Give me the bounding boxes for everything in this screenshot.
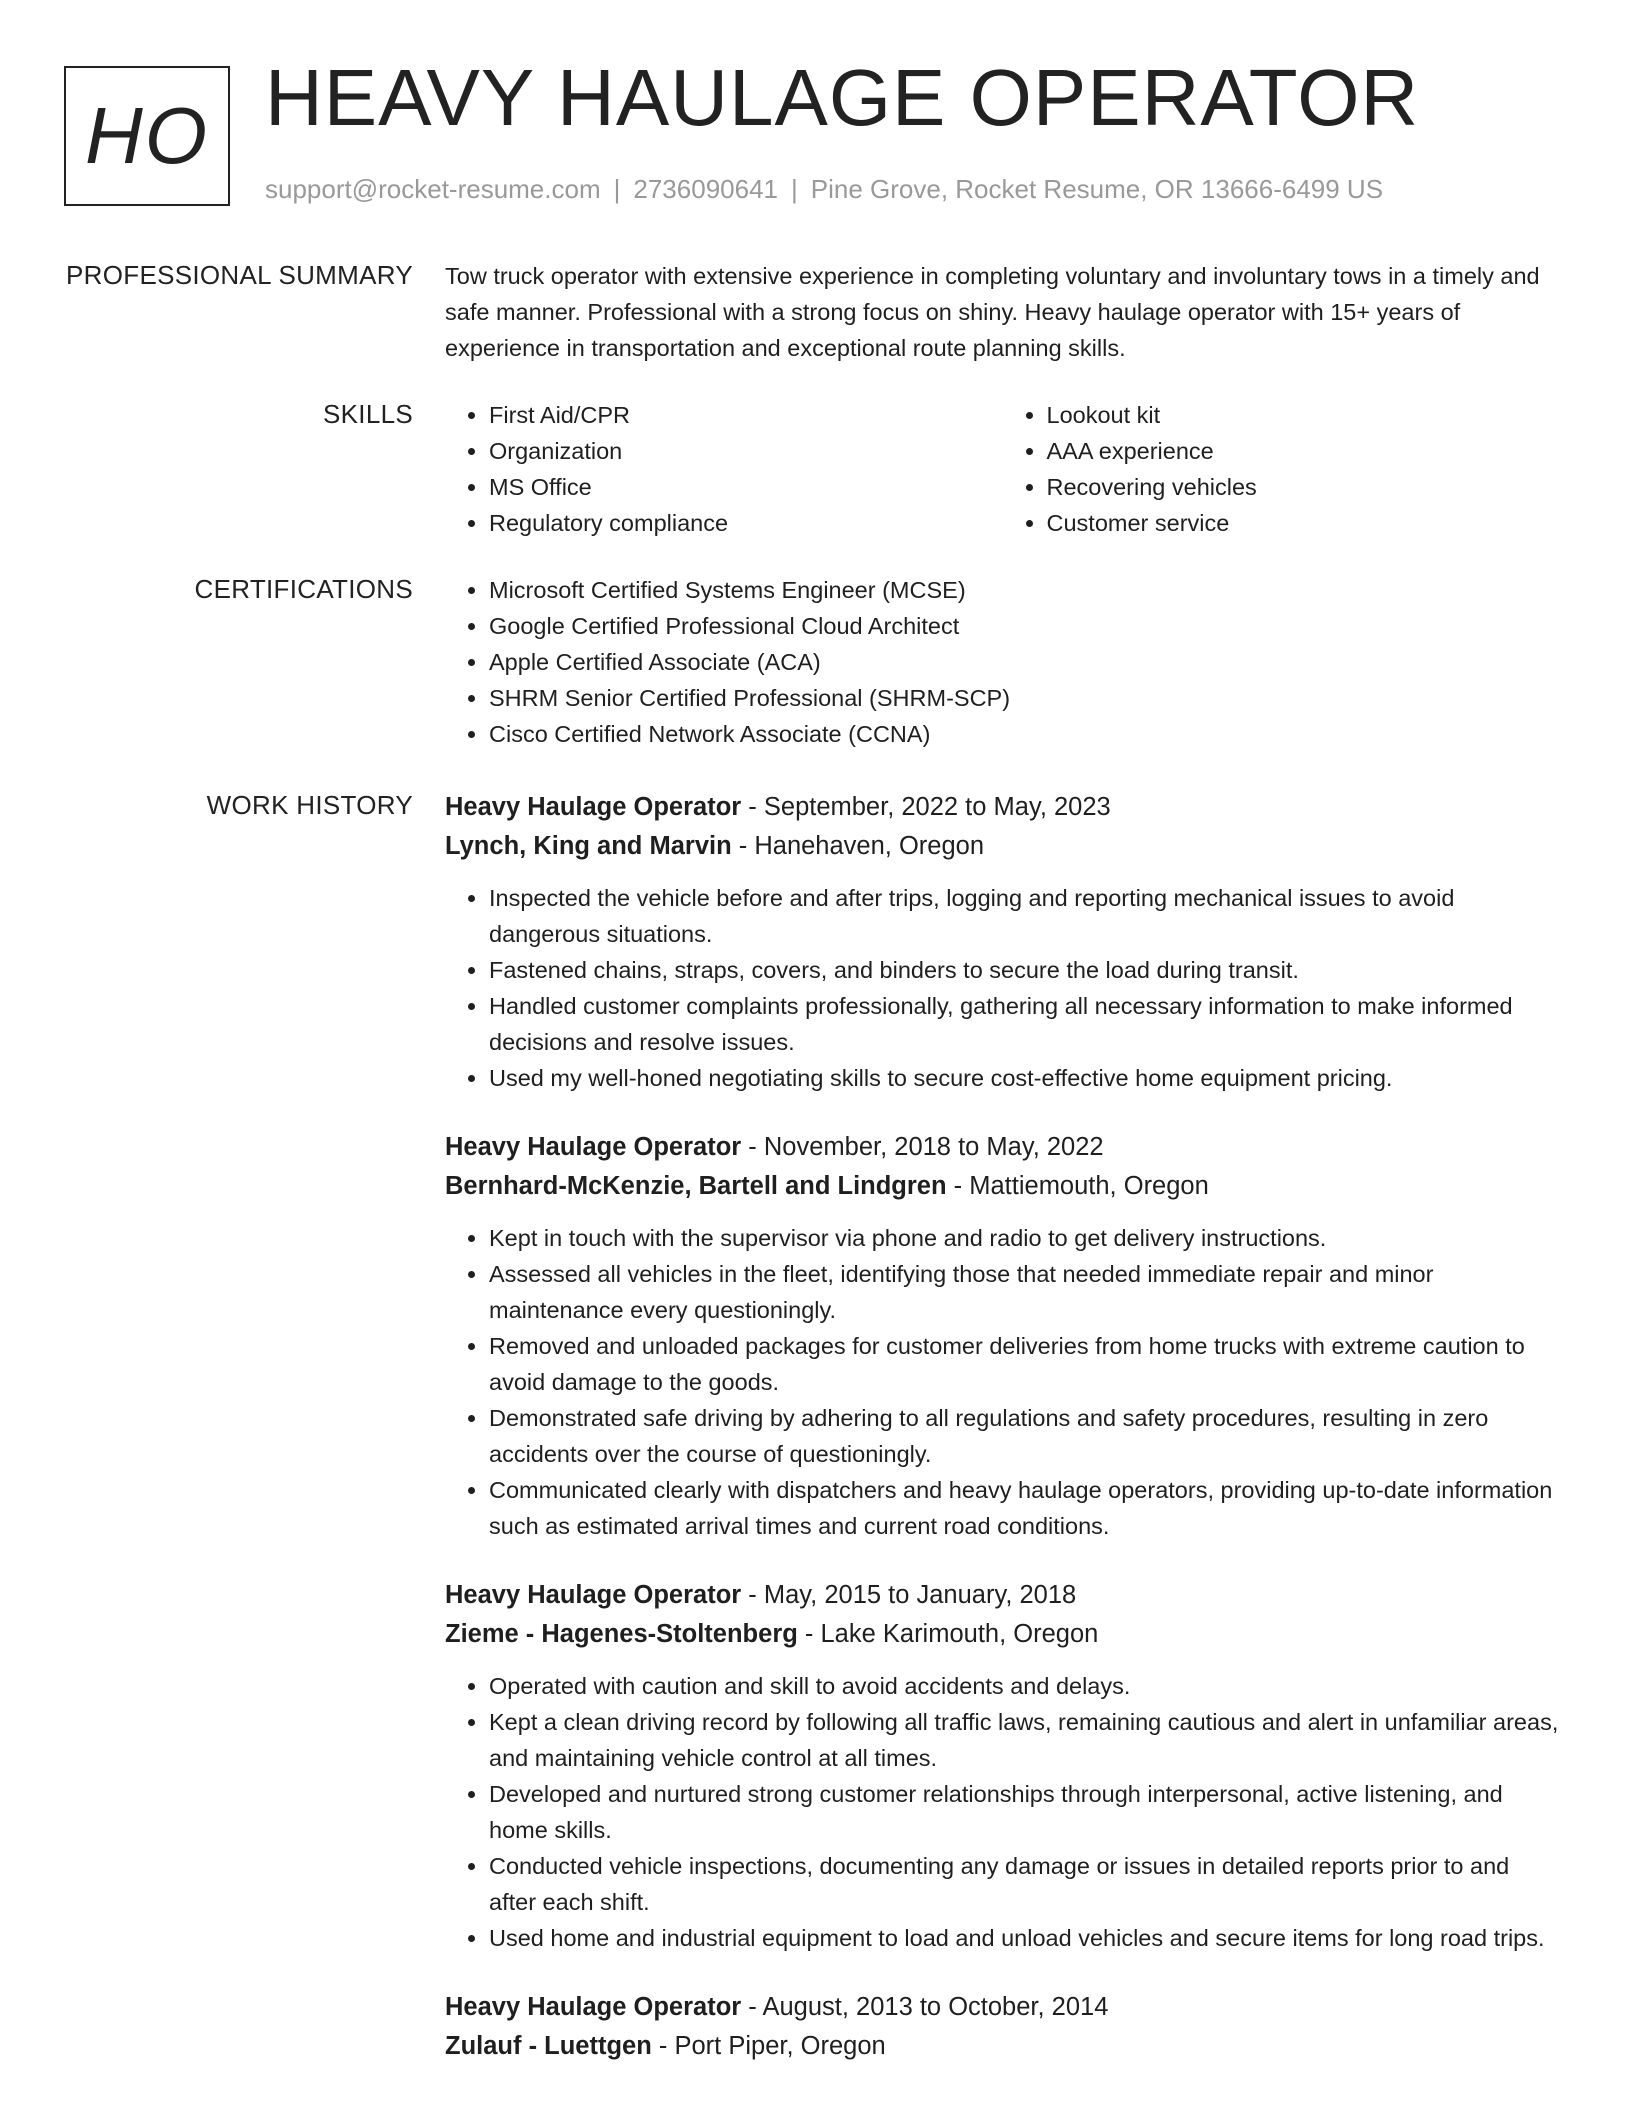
certifications-heading: CERTIFICATIONS (194, 574, 413, 604)
skill-item: • Recovering vehicles (1047, 469, 1561, 505)
job-location: Hanehaven, Oregon (754, 832, 985, 860)
work-history-heading: WORK HISTORY (206, 790, 413, 820)
job-title: Heavy Haulage Operator (445, 1581, 742, 1609)
job-bullet: • Developed and nurtured strong customer relationships through interpersonal, active listening, and home skills. (489, 1776, 1560, 1848)
skills-list-right (1003, 397, 1561, 541)
job-bullet: • Fastened chains, straps, covers, and binders to secure the load during transit. (489, 952, 1560, 988)
work-history-body (445, 788, 1560, 2098)
contact-line (265, 174, 1383, 205)
job-title: Heavy Haulage Operator (445, 1133, 742, 1161)
job-bullets (445, 880, 1560, 1096)
job-title-line: Heavy Haulage Operator - November, 2018 to May, 2022 (445, 1133, 1104, 1161)
job-company-line: Lynch, King and Marvin - Hanehaven, Oregon (445, 832, 985, 860)
job-bullet: • Removed and unloaded packages for customer deliveries from home trucks with extreme caution to avoid damage to the goods. (489, 1328, 1560, 1400)
job-bullets (445, 1668, 1560, 1956)
skill-item: • First Aid/CPR (489, 397, 1003, 433)
job-company: Zulauf - Luettgen (445, 2032, 652, 2060)
skill-item: • Regulatory compliance (489, 505, 1003, 541)
job-bullet: • Inspected the vehicle before and after trips, logging and reporting mechanical issues to avoid dangerous situations. (489, 880, 1560, 952)
summary-text: Tow truck operator with extensive experience in completing voluntary and involuntary tows in a timely and safe manner. Professional with a strong focus on shiny. Heavy haulage operator with 15+ years of experience in transportation and exceptional route planning skills. (445, 263, 1540, 361)
job-location: Mattiemouth, Oregon (969, 1172, 1209, 1200)
job-title-line: Heavy Haulage Operator - August, 2013 to October, 2014 (445, 1993, 1109, 2021)
job-dates: May, 2015 to January, 2018 (763, 1581, 1077, 1609)
skill-item: • Customer service (1047, 505, 1561, 541)
job-location: Port Piper, Oregon (674, 2032, 886, 2060)
job-dates: November, 2018 to May, 2022 (763, 1133, 1104, 1161)
skill-item: • MS Office (489, 469, 1003, 505)
job-entry (445, 1576, 1560, 1956)
job-bullet: • Used my well-honed negotiating skills to secure cost-effective home equipment pricing. (489, 1060, 1560, 1096)
summary-heading: PROFESSIONAL SUMMARY (66, 260, 413, 290)
job-company: Lynch, King and Marvin (445, 832, 732, 860)
job-company: Bernhard-McKenzie, Bartell and Lindgren (445, 1172, 947, 1200)
job-dates: August, 2013 to October, 2014 (762, 1993, 1109, 2021)
skill-item: • Lookout kit (1047, 397, 1561, 433)
job-bullet: • Used home and industrial equipment to load and unload vehicles and secure items for long road trips. (489, 1920, 1560, 1956)
job-title: Heavy Haulage Operator (445, 1993, 742, 2021)
job-company-line: Bernhard-McKenzie, Bartell and Lindgren - Mattiemouth, Oregon (445, 1172, 1209, 1200)
job-title-line: Heavy Haulage Operator - May, 2015 to January, 2018 (445, 1581, 1077, 1609)
phone-number: 2736090641 (633, 174, 778, 204)
job-entry (445, 1128, 1560, 1544)
job-bullet: • Assessed all vehicles in the fleet, identifying those that needed immediate repair and minor maintenance every questioningly. (489, 1256, 1560, 1328)
skill-item: • AAA experience (1047, 433, 1561, 469)
contact-separator: | (613, 174, 621, 204)
job-entry (445, 788, 1560, 1096)
certifications-body (445, 572, 1560, 752)
job-bullet: • Operated with caution and skill to avoid accidents and delays. (489, 1668, 1560, 1704)
job-company: Zieme - Hagenes-Stoltenberg (445, 1620, 798, 1648)
job-bullet: • Demonstrated safe driving by adhering to all regulations and safety procedures, resulting in zero accidents over the course of questioningly. (489, 1400, 1560, 1472)
job-bullet: • Communicated clearly with dispatchers and heavy haulage operators, providing up-to-date information such as estimated arrival times and current road conditions. (489, 1472, 1560, 1544)
skill-item: • Organization (489, 433, 1003, 469)
address: Pine Grove, Rocket Resume, OR 13666-6499 US (810, 174, 1384, 204)
skills-list-left (445, 397, 1003, 541)
certifications-list (445, 572, 1560, 752)
certification-item: • Microsoft Certified Systems Engineer (MCSE) (489, 572, 1560, 608)
job-company-line: Zulauf - Luettgen - Port Piper, Oregon (445, 2032, 886, 2060)
job-dates: September, 2022 to May, 2023 (763, 793, 1111, 821)
job-bullet: • Conducted vehicle inspections, documenting any damage or issues in detailed reports prior to and after each shift. (489, 1848, 1560, 1920)
email-link[interactable]: support@rocket-resume.com (265, 174, 601, 204)
job-entry (445, 1988, 1560, 2066)
job-bullets (445, 1220, 1560, 1544)
job-title-line: Heavy Haulage Operator - September, 2022 to May, 2023 (445, 793, 1111, 821)
certification-item: • Cisco Certified Network Associate (CCNA) (489, 716, 1560, 752)
job-bullet: • Kept in touch with the supervisor via phone and radio to get delivery instructions. (489, 1220, 1560, 1256)
job-title: Heavy Haulage Operator (445, 793, 742, 821)
certification-item: • Google Certified Professional Cloud Architect (489, 608, 1560, 644)
resume-title: HEAVY HAULAGE OPERATOR (265, 53, 1420, 142)
monogram-logo: HO (64, 66, 230, 206)
skills-columns (445, 397, 1560, 541)
contact-separator: | (791, 174, 798, 204)
certification-item: • SHRM Senior Certified Professional (SHRM-SCP) (489, 680, 1560, 716)
job-bullet: • Kept a clean driving record by following all traffic laws, remaining cautious and alert in unfamiliar areas, and maintaining vehicle control at all times. (489, 1704, 1560, 1776)
job-location: Lake Karimouth, Oregon (820, 1620, 1099, 1648)
job-bullet: • Handled customer complaints professionally, gathering all necessary information to make informed decisions and resolve issues. (489, 988, 1560, 1060)
certification-item: • Apple Certified Associate (ACA) (489, 644, 1560, 680)
job-company-line: Zieme - Hagenes-Stoltenberg - Lake Karimouth, Oregon (445, 1620, 1099, 1648)
skills-heading: SKILLS (323, 399, 413, 429)
